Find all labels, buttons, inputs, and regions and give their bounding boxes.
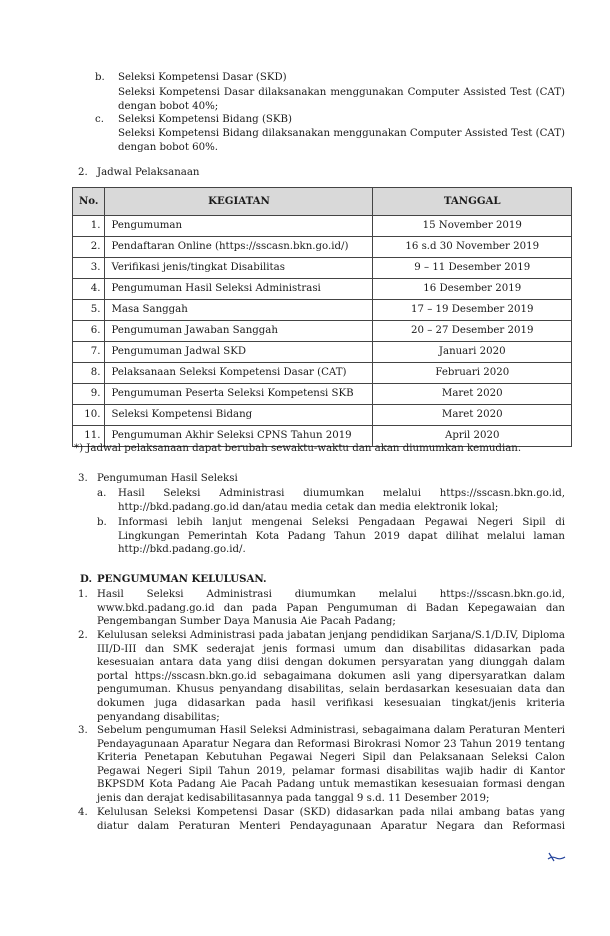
footnote: *) Jadwal pelaksanaan dapat berubah sewaktu-waktu dan akan diumumkan kemudian. xyxy=(74,443,522,454)
table-row xyxy=(73,321,572,342)
table-row xyxy=(73,300,572,321)
cell-tanggal: Januari 2020 xyxy=(373,342,572,363)
paragraph: Hasil Seleksi Administrasi diumumkan melalui https://sscasn.bkn.go.id, http://bkd.padang.go.id dan/atau media cetak dan media elektronik lokal; xyxy=(118,488,565,513)
section-heading: PENGUMUMAN KELULUSAN. xyxy=(97,573,267,585)
list-marker: 1. xyxy=(78,589,88,600)
section-marker: D. xyxy=(80,573,93,585)
cell-kegiatan: Verifikasi jenis/tingkat Disabilitas xyxy=(105,258,373,279)
item-title: Seleksi Kompetensi Dasar (SKD) xyxy=(118,72,287,83)
list-marker: 4. xyxy=(78,807,88,818)
cell-no: 11. xyxy=(73,426,105,447)
table-row xyxy=(73,342,572,363)
cell-tanggal: 15 November 2019 xyxy=(373,216,572,237)
cell-kegiatan: Pelaksanaan Seleksi Kompetensi Dasar (CAT) xyxy=(105,363,373,384)
list-marker: 3. xyxy=(78,473,88,484)
paragraph: Kelulusan seleksi Administrasi pada jabatan jenjang pendidikan Sarjana/S.1/D.IV, Diploma III/D-III dan SMK sederajat jenis formasi umum dan disabilitas didasarkan pada kesesuaian antara data yang diisi dengan dokumen persyaratan yang diunggah dalam portal https://sscasn.bkn.go.id sebagaimana dokumen asli yang dipersyaratkan dalam pengumuman. Khusus penyandang disabilitas, selain berdasarkan kesesuaian data dan dokumen juga didasarkan pada hasil verifikasi kesesuaian tingkat/jenis kriteria penyandang disabilitas; xyxy=(97,630,565,723)
cell-tanggal: Februari 2020 xyxy=(373,363,572,384)
list-marker: 3. xyxy=(78,725,88,736)
paragraph: Seleksi Kompetensi Dasar dilaksanakan menggunakan Computer Assisted Test (CAT) dengan bobot 40%; xyxy=(118,87,565,112)
table-row xyxy=(73,258,572,279)
header-no: No. xyxy=(73,188,105,216)
header-kegiatan: KEGIATAN xyxy=(105,188,373,216)
cell-kegiatan: Masa Sanggah xyxy=(105,300,373,321)
table-row xyxy=(73,405,572,426)
section-heading: Jadwal Pelaksanaan xyxy=(97,167,200,178)
paragraph: Informasi lebih lanjut mengenai Seleksi Pengadaan Pegawai Negeri Sipil di Lingkungan Pemerintah Kota Padang Tahun 2019 dapat dilihat melalui laman http://bkd.padang.go.id/. xyxy=(118,517,565,556)
item-title: Seleksi Kompetensi Bidang (SKB) xyxy=(118,114,292,125)
list-marker: b. xyxy=(97,517,107,528)
list-marker: 2. xyxy=(78,630,88,641)
list-marker: b. xyxy=(95,72,105,83)
cell-tanggal: Maret 2020 xyxy=(373,405,572,426)
table-header-row xyxy=(73,188,572,216)
section-heading: Pengumuman Hasil Seleksi xyxy=(97,473,238,484)
cell-kegiatan: Seleksi Kompetensi Bidang xyxy=(105,405,373,426)
paragraph: Sebelum pengumuman Hasil Seleksi Administrasi, sebagaimana dalam Peraturan Menteri Pendayagunaan Aparatur Negara dan Reformasi Birokrasi Nomor 23 Tahun 2019 tentang Kriteria Penetapan Kebutuhan Pegawai Negeri Sipil dan Pelaksanaan Seleksi Calon Pegawai Negeri Sipil Tahun 2019, pelamar formasi disabilitas wajib hadir di Kantor BKPSDM Kota Padang Aie Pacah Padang untuk memastikan kesesuaian formasi dengan jenis dan derajat kedisabilitasannya pada tanggal 9 s.d. 11 Desember 2019; xyxy=(97,725,565,804)
table-row xyxy=(73,384,572,405)
paragraph: Seleksi Kompetensi Bidang dilaksanakan menggunakan Computer Assisted Test (CAT) dengan bobot 60%. xyxy=(118,128,565,153)
cell-tanggal: Maret 2020 xyxy=(373,384,572,405)
table-row xyxy=(73,216,572,237)
cell-tanggal: 20 – 27 Desember 2019 xyxy=(373,321,572,342)
list-marker: a. xyxy=(97,488,107,499)
paragraph: Hasil Seleksi Administrasi diumumkan melalui https://sscasn.bkn.go.id, www.bkd.padang.go.id dan pada Papan Pengumuman di Badan Kepegawaian dan Pengembangan Sumber Daya Manusia Aie Pacah Padang; xyxy=(97,589,565,628)
table-row xyxy=(73,237,572,258)
cell-no: 6. xyxy=(73,321,105,342)
cell-tanggal: 17 – 19 Desember 2019 xyxy=(373,300,572,321)
table-row xyxy=(73,279,572,300)
cell-tanggal: 16 s.d 30 November 2019 xyxy=(373,237,572,258)
cell-no: 5. xyxy=(73,300,105,321)
cell-no: 7. xyxy=(73,342,105,363)
cell-no: 4. xyxy=(73,279,105,300)
cell-tanggal: 16 Desember 2019 xyxy=(373,279,572,300)
cell-no: 1. xyxy=(73,216,105,237)
cell-tanggal: 9 – 11 Desember 2019 xyxy=(373,258,572,279)
paragraph: Kelulusan Seleksi Kompetensi Dasar (SKD) didasarkan pada nilai ambang batas yang diatur dalam Peraturan Menteri Pendayagunaan Aparatur Negara dan Reformasi xyxy=(97,807,565,832)
list-marker: 2. xyxy=(78,167,88,178)
cell-kegiatan: Pendaftaran Online (https://sscasn.bkn.go.id/) xyxy=(105,237,373,258)
cell-no: 8. xyxy=(73,363,105,384)
header-tanggal: TANGGAL xyxy=(373,188,572,216)
cell-no: 9. xyxy=(73,384,105,405)
table-row xyxy=(73,363,572,384)
initial-signature-icon xyxy=(546,851,568,865)
cell-kegiatan: Pengumuman Jawaban Sanggah xyxy=(105,321,373,342)
cell-no: 2. xyxy=(73,237,105,258)
cell-kegiatan: Pengumuman Peserta Seleksi Kompetensi SKB xyxy=(105,384,373,405)
list-marker: c. xyxy=(95,114,104,125)
cell-tanggal: April 2020 xyxy=(373,426,572,447)
cell-kegiatan: Pengumuman Jadwal SKD xyxy=(105,342,373,363)
cell-no: 3. xyxy=(73,258,105,279)
cell-no: 10. xyxy=(73,405,105,426)
cell-kegiatan: Pengumuman Akhir Seleksi CPNS Tahun 2019 xyxy=(105,426,373,447)
schedule-table xyxy=(72,187,572,447)
cell-kegiatan: Pengumuman xyxy=(105,216,373,237)
cell-kegiatan: Pengumuman Hasil Seleksi Administrasi xyxy=(105,279,373,300)
